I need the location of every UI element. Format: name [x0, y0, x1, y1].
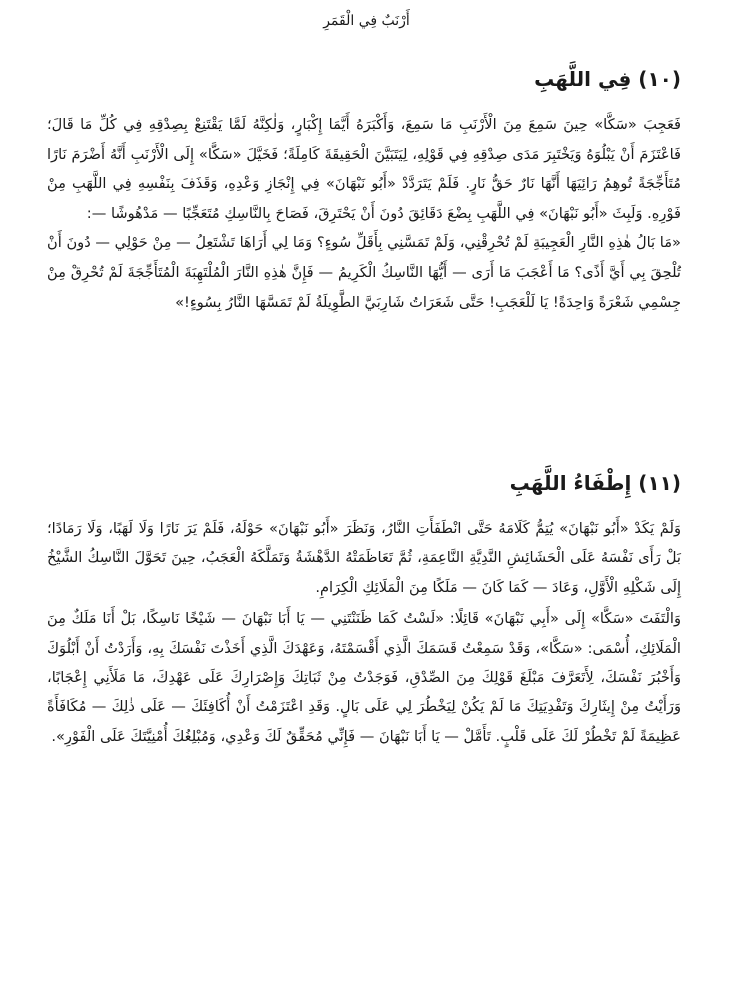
paragraph: وَلَمْ يَكَدْ «أَبُو نَبْهَانَ» يُتِمُّ كَلَامَهُ حَتَّى انْطَفَأَتِ النَّارُ، وَنَظَرَ «أَبُو نَبْهَانَ» حَوْلَهُ، فَلَمْ يَرَ نَارًا وَلَا لَهَبًا، وَلَا رَمَادًا؛ بَلْ رَأَى نَفْسَهُ عَلَى الْحَشَائِشِ النَّدِيَّةِ النَّاعِمَةِ، ثُمَّ تَعَاظَمَتْهُ الدَّهْشَةُ وَتَمَلَّكَهُ الْعَجَبُ، حِينَ تَحَوَّلَ النَّاسِكُ الشَّيْخُ إِلَى شَكْلِهِ الْأَوَّلِ، وَعَادَ — كَمَا كَانَ — مَلَكًا مِنَ الْمَلَائِكِ الْكِرَامِ. — [47, 520, 681, 596]
paragraph: «مَا بَالُ هٰذِهِ النَّارِ الْعَجِيبَةِ لَمْ تُحْرِقْنِي، وَلَمْ تَمَسَّنِي بِأَقَلِّ سُوءٍ؟ وَمَا لِي أَرَاهَا تَشْتَعِلُ — مِنْ حَوْلِي — دُونَ أَنْ تُلْحِقَ بِي أَيَّ أَذًى؟ مَا أَعْجَبَ مَا أَرَى — أَيُّهَا النَّاسِكُ الْكَرِيمُ — فَإِنَّ هٰذِهِ النَّارَ الْمُلْتَهِبَةَ الْمُتَأَجِّجَةَ لَمْ تُحْرِقْ مِنْ جِسْمِي شَعْرَةً وَاحِدَةً! يَا لَلْعَجَبِ! حَتَّى شَعَرَاتُ شَارِبَيَّ الطَّوِيلَةُ لَمْ تَمَسَّهَا النَّارُ بِسُوءٍ!» — [47, 234, 681, 311]
chapter-section-10 — [47, 62, 681, 317]
section-heading: (١١) إِطْفَاءُ اللَّهَبِ — [509, 471, 681, 495]
running-head: أَرْنَبٌ فِي الْقَمَرِ — [323, 13, 410, 29]
paragraph: فَعَجِبَ «سَكَّا» حِينَ سَمِعَ مِنَ الْأَرْنَبِ مَا سَمِعَ، وَأَكْبَرَهُ أَيَّمَا إِكْبَارٍ، وَلٰكِنَّهُ لَمَّا يَقْتَنِعْ بِصِدْقِهِ فِي كُلِّ مَا قَالَ؛ فَاعْتَزَمَ أَنْ يَبْلُوَهُ وَيَخْتَبِرَ مَدَى صِدْقِهِ فِي قَوْلِهِ، لِيَتَبَيَّنَ الْحَقِيقَةَ كَامِلَةً؛ فَخَيَّلَ «سَكَّا» إِلَى الْأَرْنَبِ أَنَّهُ أَضْرَمَ نَارًا مُتَأَجِّجَةً تُوهِمُ رَائِيَهَا أَنَّهَا نَارٌ حَقُّ نَارٍ. فَلَمْ يَتَرَدَّدْ «أَبُو نَبْهَانَ» فِي إِنْجَازِ وَعْدِهِ، وَقَذَفَ بِنَفْسِهِ فِي اللَّهَبِ مِنْ فَوْرِهِ. وَلَبِثَ «أَبُو نَبْهَانَ» فِي اللَّهَبِ بِضْعَ دَقَائِقَ دُونَ أَنْ يَحْتَرِقَ، فَصَاحَ بِالنَّاسِكِ مُتَعَجِّبًا — مَدْهُوشًا —: — [47, 116, 681, 222]
section-heading: (١٠) فِي اللَّهَبِ — [534, 67, 681, 91]
chapter-section-11 — [47, 466, 681, 751]
paragraph: وَالْتَفَتَ «سَكَّا» إِلَى «أَبِي نَبْهَانَ» قَائِلًا: «لَسْتُ كَمَا ظَنَنْتَنِي — يَا أَبَا نَبْهَانَ — شَيْخًا نَاسِكًا، بَلْ أَنَا مَلَكٌ مِنَ الْمَلَائِكِ، أُسْمَى: «سَكَّا»، وَقَدْ سَمِعْتُ قَسَمَكَ الَّذِي أَقْسَمْتَهُ، وَعَهْدَكَ الَّذِي أَخَذْتَ نَفْسَكَ بِهِ، وَأَرَدْتُ أَنْ أَبْلُوَكَ وَأَخْبُرَ نَفْسَكَ، لِأَتَعَرَّفَ مَبْلَغَ قَوْلِكَ مِنَ الصِّدْقِ، فَوَجَدْتُ مِنْ ثَبَاتِكَ وَإِصْرَارِكَ عَلَى عَهْدِكَ، مَا مَلَأَنِي إِعْجَابًا، وَرَأَيْتُ مِنْ إِيثَارِكَ وَتَفْدِيَتِكَ مَا لَمْ يَكُنْ لِيَخْطُرَ لِي عَلَى بَالٍ. وَقَدِ اعْتَزَمْتُ أَنْ أُكَافِئَكَ — عَلَى ذٰلِكَ — مُكَافَأَةً عَظِيمَةً لَمْ تَخْطُرْ لَكَ عَلَى قَلْبٍ. تَأَمَّلْ — يَا أَبَا نَبْهَانَ — فَإِنِّي مُحَقِّقٌ لَكَ وَعْدِي، وَمُبْلِغُكَ أُمْنِيَّتَكَ عَلَى الْفَوْرِ». — [47, 610, 681, 745]
